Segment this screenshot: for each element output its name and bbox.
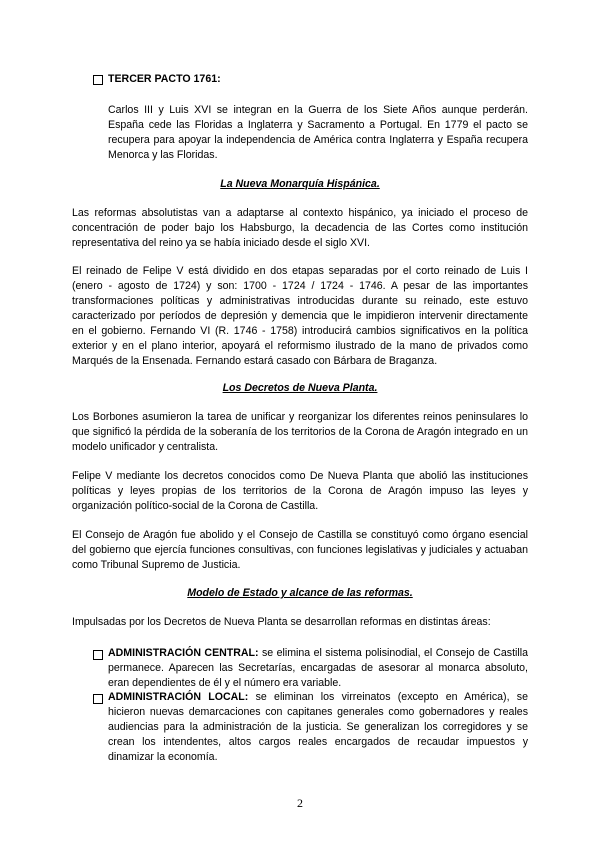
paragraph-decretos-2: Felipe V mediante los decretos conocidos como De Nueva Planta que abolió las instituciones políticas y leyes propias de los territorios de la Corona de Aragón impuso las leyes y organización político-social de la Corona de Castilla. [72, 470, 528, 512]
section-heading-monarquia: La Nueva Monarquía Hispánica. [220, 178, 380, 190]
page-number: 2 [297, 796, 303, 810]
list-item-title: ADMINISTRACIÓN CENTRAL: [108, 647, 259, 659]
list-item-text: se eliminan los virreinatos (excepto en América), se hicieron nuevas demarcaciones con capitanes generales como gobernadores y reales audiencias para la administración de la justicia. Se generalizan los corregidores y se crean los intendentes, altos cargos reales encargados de recaudar impuestos y dinamizar la economía. [108, 691, 528, 763]
paragraph-decretos-3: El Consejo de Aragón fue abolido y el Consejo de Castilla se constituyó como órgano esencial del gobierno que ejercía funciones consultivas, con funciones legislativas y judiciales y actuaban como Tribunal Supremo de Justicia. [72, 529, 528, 571]
list-item-text: se elimina el sistema polisinodial, el Consejo de Castilla permanece. Aparecen las Secretarías, encargadas de asesorar al monarca absoluto, eran dependientes de él y el número era variable. [108, 647, 528, 689]
checkbox-icon [93, 75, 103, 85]
list-item-title: ADMINISTRACIÓN LOCAL: [108, 691, 249, 703]
paragraph-monarquia-1: Las reformas absolutistas van a adaptarse al contexto hispánico, ya iniciado el proceso de concentración de poder bajo los Habsburgo, la decadencia de las Cortes como institución representativa del reino ya se había iniciado desde el siglo XVI. [72, 207, 528, 249]
paragraph-modelo-intro: Impulsadas por los Decretos de Nueva Planta se desarrollan reformas en distintas áreas: [72, 616, 491, 628]
tercer-pacto-body: Carlos III y Luis XVI se integran en la Guerra de los Siete Años aunque perderán. España cede las Floridas a Inglaterra y Sacramento a Portugal. En 1779 el pacto se recupera para apoyar la independencia de América contra Inglaterra y España recupera Menorca y las Floridas. [108, 104, 528, 161]
list-item-admin-central [108, 646, 528, 691]
paragraph-monarquia-2: El reinado de Felipe V está dividido en dos etapas separadas por el corto reinado de Luis I (enero - agosto de 1724) y son: 1700 - 1724 / 1724 - 1746. A pesar de las importantes transformaciones políticas y administrativas introducidas durante su reinado, este estuvo caracterizado por períodos de depresión y demencia que le impidieron intervenir directamente en el gobierno. Fernando VI (R. 1746 - 1758) introducirá cambios significativos en la política exterior y en el plano interior, apoyará el reformismo ilustrado de la mano de privados como Marqués de la Ensenada. Fernando estará casado con Bárbara de Braganza. [72, 265, 528, 367]
list-item-admin-local [108, 690, 528, 765]
paragraph-decretos-1: Los Borbones asumieron la tarea de unificar y reorganizar los diferentes reinos peninsulares lo que significó la pérdida de la soberanía de los territorios de la Corona de Aragón integrado en un modelo unificador y centralista. [72, 411, 528, 453]
checkbox-icon [93, 694, 103, 704]
section-heading-decretos: Los Decretos de Nueva Planta. [222, 382, 378, 394]
tercer-pacto-title: TERCER PACTO 1761: [108, 73, 221, 85]
section-heading-modelo: Modelo de Estado y alcance de las reformas. [187, 587, 413, 599]
checkbox-icon [93, 650, 103, 660]
